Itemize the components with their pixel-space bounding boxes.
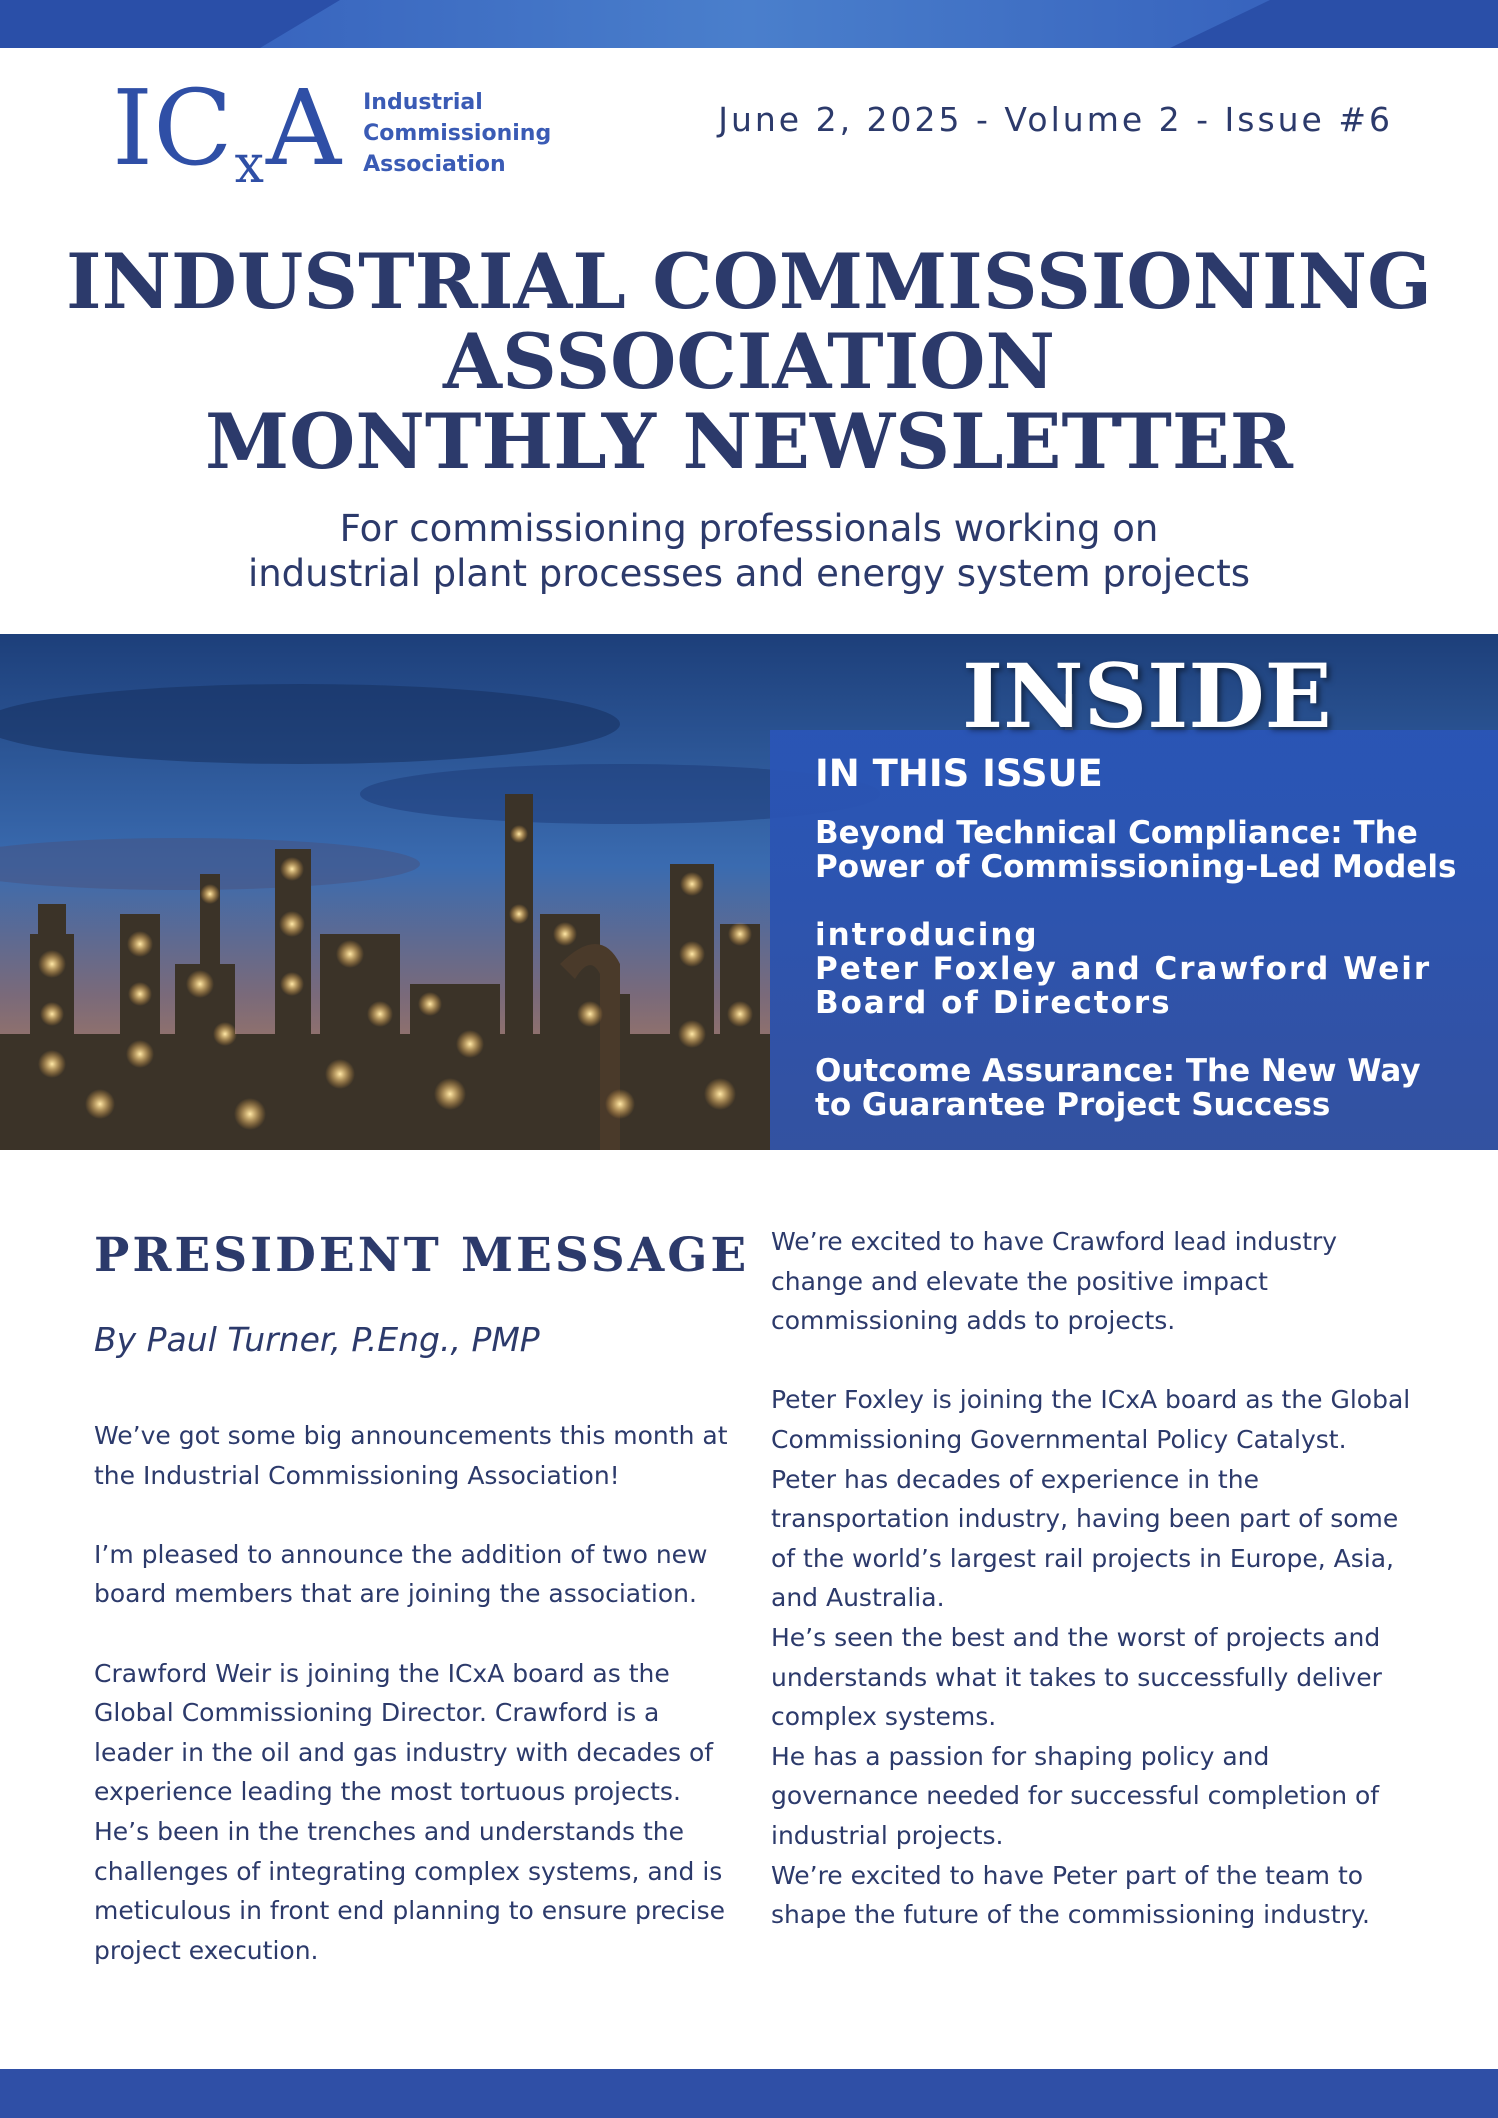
article-body-left [94, 1416, 734, 2010]
paragraph: I’m pleased to announce the addition of two new board members that are joining the association. [94, 1539, 708, 1609]
section-heading: PRESIDENT MESSAGE [94, 1228, 750, 1283]
inside-panel [770, 634, 1498, 1150]
issue-date-line: June 2, 2025 - Volume 2 - Issue #6 [718, 100, 1393, 139]
paragraph: He’s seen the best and the worst of projects and understands what it takes to successfully deliver complex systems. [771, 1622, 1382, 1732]
bottom-color-band [0, 2069, 1498, 2118]
paragraph: We’re excited to have Peter part of the team to shape the future of the commissioning industry. [771, 1860, 1370, 1930]
top-color-band [0, 0, 1498, 48]
paragraph: We’re excited to have Crawford lead industry change and elevate the positive impact commissioning adds to projects. [771, 1227, 1338, 1336]
newsletter-title: INDUSTRIAL COMMISSIONING ASSOCIATION MONTHLY NEWSLETTER [66, 237, 1432, 486]
paragraph: Peter Foxley is joining the ICxA board as the Global Commissioning Governmental Policy Catalyst. [771, 1385, 1411, 1454]
inside-title: INSIDE [962, 644, 1332, 748]
icxa-logo [112, 67, 552, 195]
in-this-issue-label: IN THIS ISSUE [815, 752, 1103, 795]
toc-item[interactable]: Outcome Assurance: The New Way to Guarantee Project Success [815, 1053, 1421, 1123]
logo-wordmark: Industrial Commissioning Association [363, 90, 552, 177]
paragraph: Crawford Weir is joining the ICxA board as the Global Commissioning Director. Crawford is a leader in the oil and gas industry with decades of experience leading the most tortuous projects. He’s been in the trenches and understands the challenges of integrating complex systems, and is meticulous in front end planning to ensure precise project execution. [94, 1658, 726, 1965]
article-byline: By Paul Turner, P.Eng., PMP [94, 1320, 540, 1359]
paragraph: Peter has decades of experience in the transportation industry, having been part of some of the world’s largest rail projects in Europe, Asia, and Australia. [771, 1464, 1399, 1613]
logo-mark: $IC_xA$ [112, 67, 342, 195]
table-of-contents [815, 816, 1485, 1150]
toc-item[interactable]: introducing Peter Foxley and Crawford Weir Board of Directors [815, 917, 1432, 1021]
article-body-right [771, 1222, 1411, 1935]
paragraph: We’ve got some big announcements this month at the Industrial Commissioning Association! [94, 1421, 728, 1490]
newsletter-subtitle: For commissioning professionals working on industrial plant processes and energy system projects [247, 507, 1251, 595]
toc-item[interactable]: Beyond Technical Compliance: The Power of Commissioning-Led Models [815, 815, 1457, 885]
paragraph: He has a passion for shaping policy and governance needed for successful completion of industrial projects. [771, 1741, 1380, 1850]
hero-banner [0, 634, 1498, 1150]
